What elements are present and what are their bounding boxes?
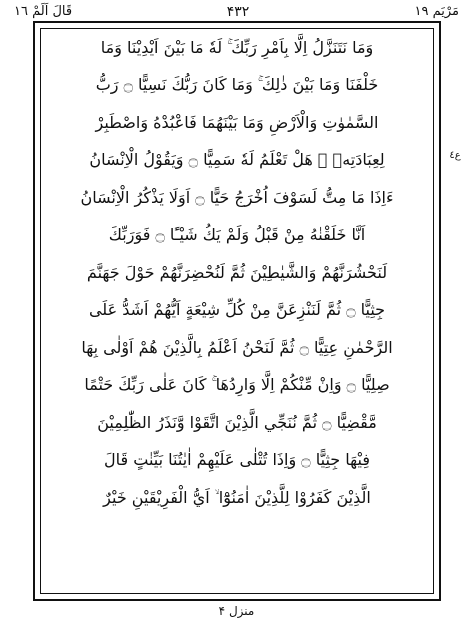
text-line: مَّقْضِيًّا ۝ ثُمَّ نُنَجِّي الَّذِيْنَ اتَّقَوْا وَّنَذَرُ الظّٰلِمِيْنَ: [97, 412, 377, 432]
text-line: السَّمٰوٰتِ وَالْاَرْضِ وَمَا بَيْنَهُمَا فَاعْبُدْهُ وَاصْطَبِرْ: [95, 112, 379, 132]
juz-name-header: قَالَ اَلَمْ ١٦: [14, 4, 73, 19]
text-line: ءَاِذَا مَا مِتُّ لَسَوْفَ اُخْرَجُ حَيًّا ۝ اَوَلَا يَذْكُرُ الْاِنْسَانُ: [80, 187, 394, 207]
text-line: فِيْهَا جِثِيًّا ۝ وَاِذَا تُتْلٰى عَلَيْهِمْ اٰيٰتُنَا بَيِّنٰتٍ قَالَ: [104, 450, 370, 470]
text-line: لِعِبَادَتِهٖ ۗ هَلْ تَعْلَمُ لَهٗ سَمِيًّا ۝ وَيَقُوْلُ الْاِنْسَانُ: [89, 150, 385, 170]
text-line: لَنَحْشُرَنَّهُمْ وَالشَّيٰطِيْنَ ثُمَّ لَنُحْضِرَنَّهُمْ حَوْلَ جَهَنَّمَ: [86, 262, 388, 282]
text-line: الرَّحْمٰنِ عِتِيًّا ۝ ثُمَّ لَنَحْنُ اَعْلَمُ بِالَّذِيْنَ هُمْ اَوْلٰى بِهَا: [81, 337, 393, 357]
manzil-footer: منزل ۴: [218, 604, 255, 618]
text-line: صِلِيًّا ۝ وَاِنْ مِّنْكُمْ اِلَّا وَارِدُهَا ۚ كَانَ عَلٰى رَبِّكَ حَتْمًا: [84, 375, 390, 395]
page-border: [33, 21, 441, 601]
text-block: [43, 29, 431, 593]
text-line: اَنَّا خَلَقْنٰهُ مِنْ قَبْلُ وَلَمْ يَكُ شَيْـًٔا ۝ فَوَرَبِّكَ: [108, 225, 366, 245]
text-line: الَّذِيْنَ كَفَرُوْا لِلَّذِيْنَ اٰمَنُوْٓا ۙ اَيُّ الْفَرِيْقَيْنِ خَيْرٌ: [103, 487, 371, 507]
text-line: خَلْفَنَا وَمَا بَيْنَ ذٰلِكَ ۚ وَمَا كَانَ رَبُّكَ نَسِيًّا ۝ رَبُّ: [95, 75, 379, 95]
text-line: جِثِيًّا ۝ ثُمَّ لَنَنْزِعَنَّ مِنْ كُلِّ شِيْعَةٍ اَيُّهُمْ اَشَدُّ عَلَى: [88, 300, 386, 320]
page-number: ۴۳۲: [226, 4, 250, 20]
ruku-margin-marker: ع٤: [449, 150, 461, 161]
surah-name-header: مَرْيَم ١٩: [414, 4, 459, 19]
text-line: وَمَا نَتَنَزَّلُ اِلَّا بِاَمْرِ رَبِّكَ ۚ لَهٗ مَا بَيْنَ اَيْدِيْنَا وَمَا: [100, 37, 374, 57]
